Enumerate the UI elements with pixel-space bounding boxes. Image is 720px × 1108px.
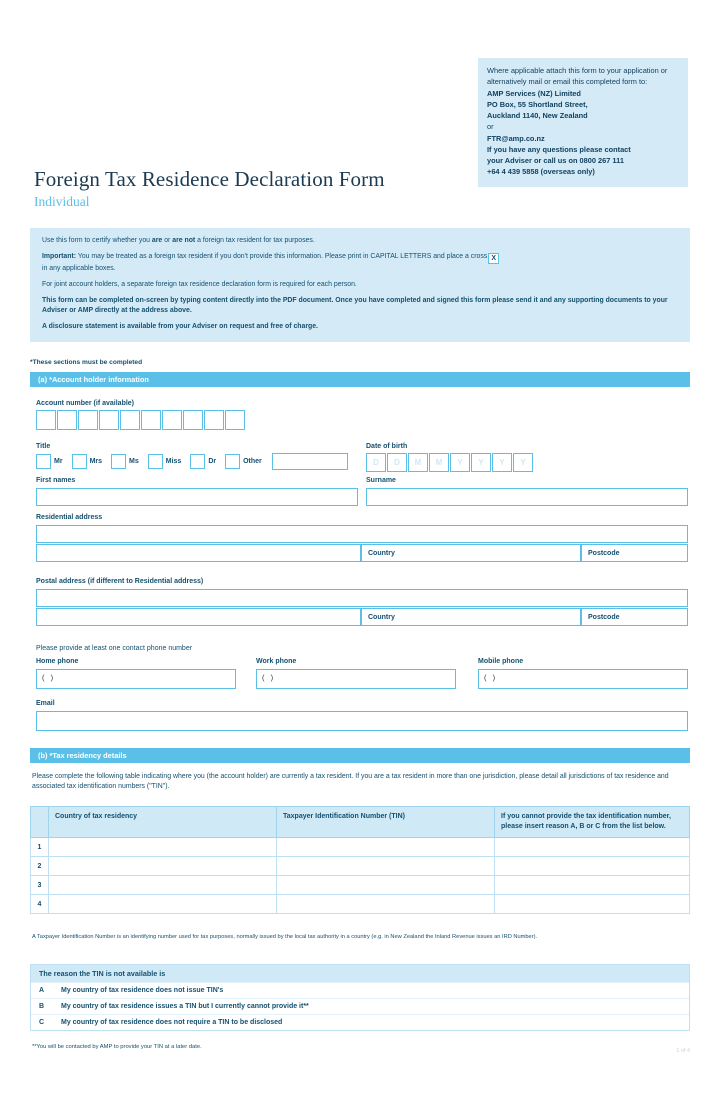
account-number-cell[interactable]	[204, 410, 224, 430]
email-label: Email	[36, 700, 55, 707]
work-phone-label: Work phone	[256, 658, 297, 665]
dob-cell-y3[interactable]: Y	[492, 453, 512, 472]
tin-reason-text-a: My country of tax residence does not issue TIN's	[61, 987, 224, 994]
row-tin-input[interactable]	[277, 876, 495, 895]
row-reason-input[interactable]	[495, 857, 690, 876]
intro-p1-e: a foreign tax resident for tax purposes.	[195, 237, 315, 244]
postal-address-line1-input[interactable]	[36, 589, 688, 607]
important-text: You may be treated as a foreign tax resident if you don't provide this information. Please print in CAPITAL LETTERS and place a cross	[76, 253, 488, 260]
account-number-input[interactable]	[36, 410, 246, 430]
intro-panel	[30, 228, 690, 342]
intro-paragraph-important	[42, 252, 678, 274]
dob-cell-m2[interactable]: M	[429, 453, 449, 472]
intro-paragraph-joint: For joint account holders, a separate foreign tax residence declaration form is required for each person.	[42, 281, 357, 288]
tin-reason-row-b	[31, 998, 689, 1014]
page-title: Foreign Tax Residence Declaration Form	[34, 167, 385, 191]
postal-postcode-label: Postcode	[588, 614, 620, 621]
table-row[interactable]	[31, 838, 690, 857]
contact-address-box	[478, 58, 688, 187]
title-other-input[interactable]	[272, 453, 348, 470]
dob-cell-d1[interactable]: D	[366, 453, 386, 472]
address-contact-line-1: If you have any questions please contact	[487, 144, 631, 154]
account-number-cell[interactable]	[183, 410, 203, 430]
dob-cell-m1[interactable]: M	[408, 453, 428, 472]
home-phone-input[interactable]	[36, 669, 236, 689]
postal-postcode-input[interactable]	[581, 608, 688, 626]
mobile-phone-label: Mobile phone	[478, 658, 524, 665]
intro-p1-are: are	[151, 237, 163, 244]
row-reason-input[interactable]	[495, 895, 690, 914]
tin-reason-key-b: B	[39, 1003, 45, 1010]
tin-footnote: **You will be contacted by AMP to provide your TIN at a later date.	[32, 1044, 202, 1050]
tin-definition-note: A Taxpayer Identification Number is an identifying number used for tax purposes, normally issued by the local tax authority in a country (e.g. in New Zealand the Inland Revenue issues an IRD Number).	[32, 934, 538, 940]
account-number-cell[interactable]	[162, 410, 182, 430]
account-number-cell[interactable]	[225, 410, 245, 430]
row-reason-input[interactable]	[495, 838, 690, 857]
row-country-input[interactable]	[49, 838, 277, 857]
row-country-input[interactable]	[49, 895, 277, 914]
phone-instruction: Please provide at least one contact phone number	[36, 645, 193, 652]
date-of-birth-input[interactable]	[366, 453, 534, 472]
address-contact-line-2: your Adviser or call us on 0800 267 111	[487, 156, 624, 165]
title-label-miss: Miss	[165, 458, 182, 465]
mobile-phone-input[interactable]	[478, 669, 688, 689]
column-header-number	[31, 807, 49, 838]
account-number-cell[interactable]	[99, 410, 119, 430]
dob-cell-y2[interactable]: Y	[471, 453, 491, 472]
row-number: 3	[31, 876, 49, 895]
title-checkbox-mrs[interactable]	[72, 454, 87, 469]
page-header	[0, 0, 720, 210]
tin-reason-heading: The reason the TIN is not available is	[31, 965, 689, 982]
email-input[interactable]	[36, 711, 688, 731]
tin-reason-row-a	[31, 982, 689, 998]
row-tin-input[interactable]	[277, 838, 495, 857]
dob-cell-y4[interactable]: Y	[513, 453, 533, 472]
title-checkbox-other[interactable]	[225, 454, 240, 469]
title-label-mr: Mr	[54, 458, 63, 465]
row-reason-input[interactable]	[495, 876, 690, 895]
tin-reason-panel	[30, 964, 690, 1031]
residential-address-label: Residential address	[36, 514, 103, 521]
postal-country-label: Country	[368, 614, 395, 621]
account-number-cell[interactable]	[141, 410, 161, 430]
first-names-input[interactable]	[36, 488, 358, 506]
intro-p1-or: or	[162, 237, 173, 244]
address-email: FTR@amp.co.nz	[487, 133, 545, 143]
intro-p5-text: A disclosure statement is available from your Adviser on request and free of charge.	[42, 323, 318, 330]
address-or: or	[487, 122, 494, 132]
intro-paragraph-1	[42, 236, 678, 246]
residential-postcode-label: Postcode	[588, 550, 620, 557]
row-number: 2	[31, 857, 49, 876]
postal-address-line2-input[interactable]	[36, 608, 361, 626]
section-b-instruction: Please complete the following table indicating where you (the account holder) are currently a tax resident. If you are a tax resident in more than one jurisdiction, please detail all jurisdictions of tax residence and associated tax identification numbers ("TIN").	[32, 773, 669, 791]
row-country-input[interactable]	[49, 857, 277, 876]
title-checkbox-dr[interactable]	[190, 454, 205, 469]
tin-reason-key-c: C	[39, 1019, 45, 1026]
table-row[interactable]	[31, 895, 690, 914]
tin-reason-text-c: My country of tax residence does not require a TIN to be disclosed	[61, 1019, 283, 1026]
residential-address-line1-input[interactable]	[36, 525, 688, 543]
intro-p1-a: Use this form to certify whether you	[42, 237, 152, 244]
account-number-label: Account number (if available)	[36, 400, 135, 407]
title-label-ms: Ms	[129, 458, 139, 465]
account-number-cell[interactable]	[36, 410, 56, 430]
home-phone-label: Home phone	[36, 658, 79, 665]
required-sections-note: *These sections must be completed	[30, 359, 143, 366]
cross-example-icon: X	[488, 253, 499, 264]
tin-reason-key-a: A	[39, 987, 45, 994]
tin-reason-row-c	[31, 1014, 689, 1030]
intro-p1-arenot: are not	[172, 237, 196, 244]
address-city: Auckland 1140, New Zealand	[487, 111, 588, 120]
row-tin-input[interactable]	[277, 857, 495, 876]
postal-address-label: Postal address (if different to Residential address)	[36, 578, 204, 585]
title-label-other: Other	[243, 458, 262, 465]
table-row[interactable]	[31, 857, 690, 876]
column-header-reason: If you cannot provide the tax identification number, please insert reason A, B or C from the list below.	[495, 807, 690, 838]
home-phone-placeholder: ( )	[42, 673, 56, 682]
dob-cell-d2[interactable]: D	[387, 453, 407, 472]
section-a-header: (a) *Account holder information	[30, 372, 690, 387]
title-block	[34, 168, 385, 210]
tax-residency-table	[30, 806, 690, 914]
title-options-group[interactable]	[36, 454, 271, 469]
intro-paragraph-disclosure	[42, 322, 678, 332]
title-checkbox-miss[interactable]	[148, 454, 163, 469]
title-label-mrs: Mrs	[89, 458, 103, 465]
row-country-input[interactable]	[49, 876, 277, 895]
work-phone-placeholder: ( )	[262, 673, 276, 682]
postal-country-input[interactable]	[361, 608, 581, 626]
dob-cell-y1[interactable]: Y	[450, 453, 470, 472]
residential-country-label: Country	[368, 550, 395, 557]
work-phone-input[interactable]	[256, 669, 456, 689]
tin-reason-text-b: My country of tax residence issues a TIN but I currently cannot provide it**	[61, 1003, 309, 1010]
residential-country-input[interactable]	[361, 544, 581, 562]
first-names-label: First names	[36, 477, 76, 484]
residential-address-line2-input[interactable]	[36, 544, 361, 562]
row-tin-input[interactable]	[277, 895, 495, 914]
important-label: Important:	[42, 253, 77, 260]
address-street: PO Box, 55 Shortland Street,	[487, 99, 588, 109]
address-intro-line: Where applicable attach this form to your application or alternatively mail or email this completed form to:	[487, 66, 668, 87]
mobile-phone-placeholder: ( )	[484, 673, 498, 682]
important-text-cont: in any applicable boxes.	[42, 265, 116, 272]
account-number-cell[interactable]	[120, 410, 140, 430]
date-of-birth-label: Date of birth	[366, 443, 408, 450]
table-header-row	[31, 807, 690, 838]
surname-label: Surname	[366, 477, 396, 484]
section-b-header: (b) *Tax residency details	[30, 748, 690, 763]
title-checkbox-mr[interactable]	[36, 454, 51, 469]
address-company: AMP Services (NZ) Limited	[487, 88, 581, 98]
title-label-dr: Dr	[208, 458, 217, 465]
surname-input[interactable]	[366, 488, 688, 506]
account-number-cell[interactable]	[78, 410, 98, 430]
column-header-tin: Taxpayer Identification Number (TIN)	[277, 807, 495, 838]
page-number: 1 of 4	[676, 1048, 690, 1054]
residential-postcode-input[interactable]	[581, 544, 688, 562]
column-header-country: Country of tax residency	[49, 807, 277, 838]
intro-paragraph-onscreen	[42, 296, 678, 316]
account-number-cell[interactable]	[57, 410, 77, 430]
address-contact-line-3: +64 4 439 5858 (overseas only)	[487, 167, 595, 177]
intro-p4-text: This form can be completed on-screen by typing content directly into the PDF document. Once you have completed and signed this form please send it and any supporting documents to your Adviser or AMP directly at the address above.	[42, 297, 668, 314]
title-label: Title	[36, 443, 51, 450]
table-row[interactable]	[31, 876, 690, 895]
row-number: 4	[31, 895, 49, 914]
page-subtitle: Individual	[34, 194, 90, 210]
title-checkbox-ms[interactable]	[111, 454, 126, 469]
row-number: 1	[31, 838, 49, 857]
